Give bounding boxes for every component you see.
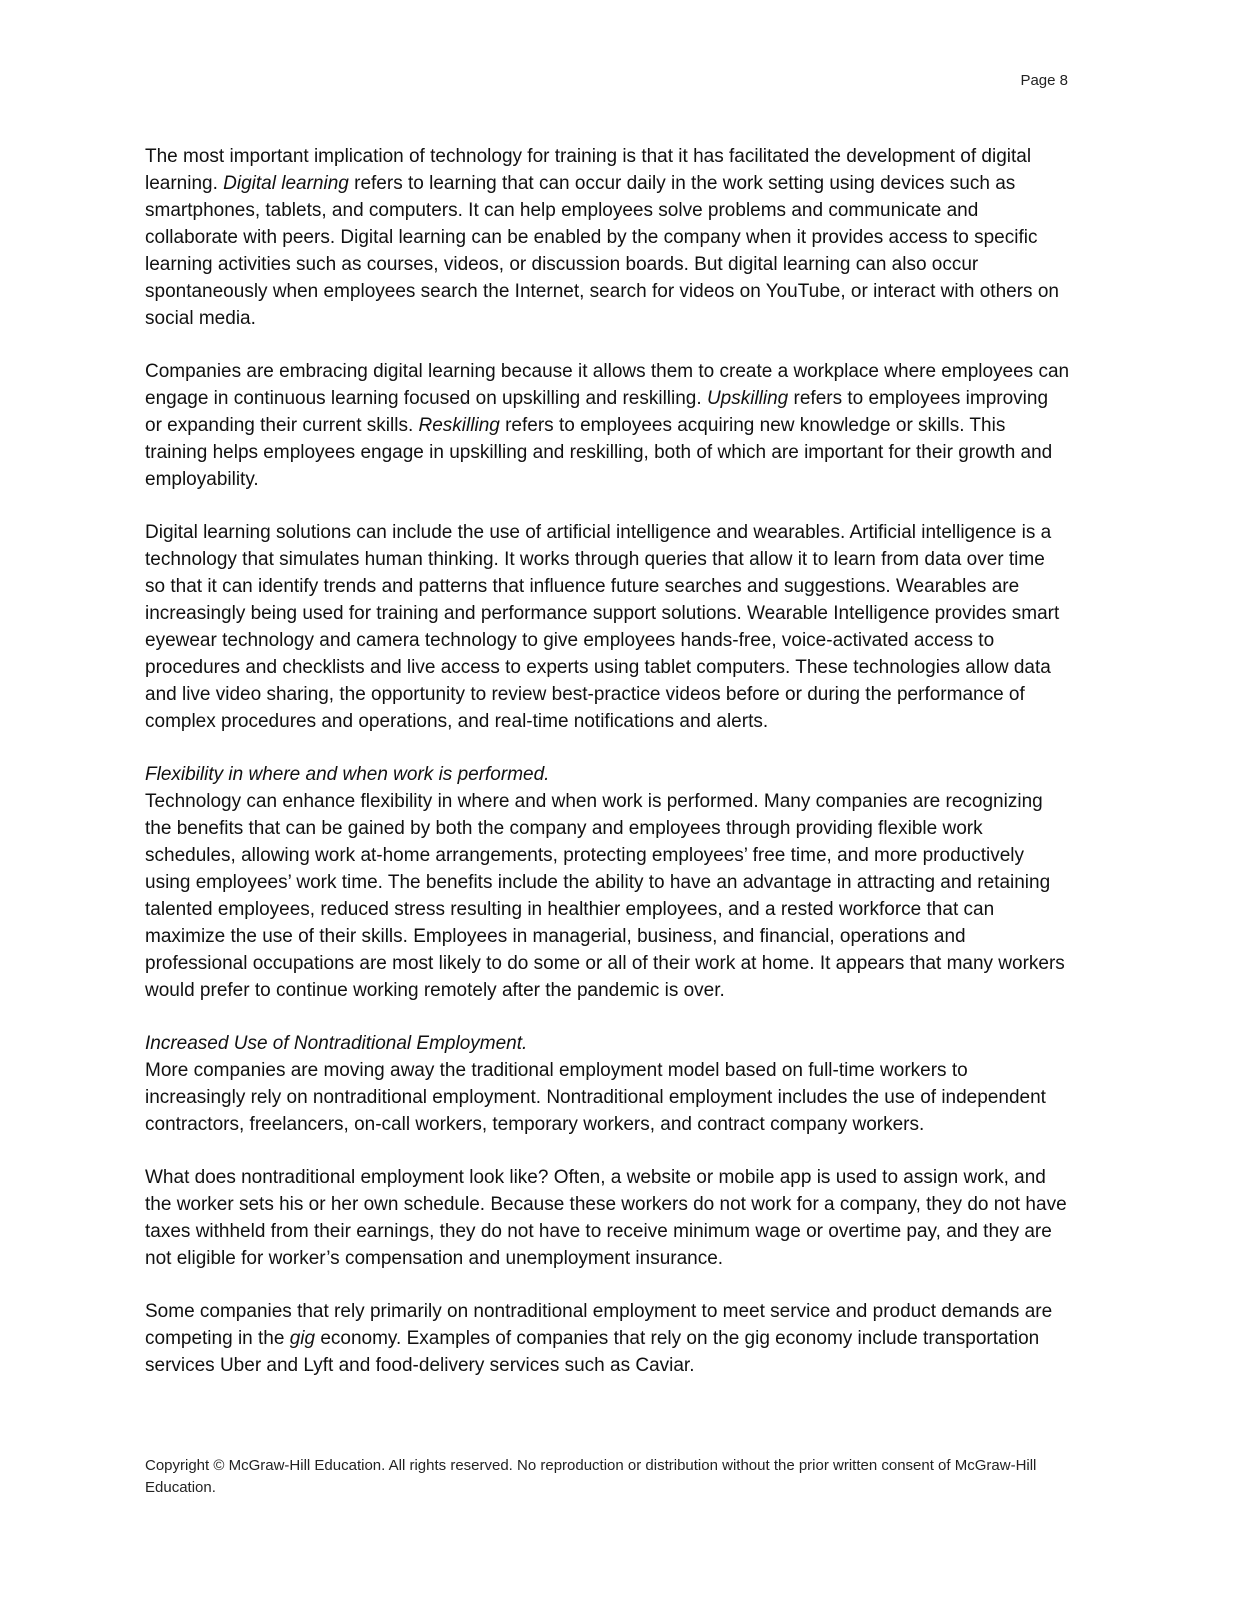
text-span: refers to employees acquiring new knowledge or skills. This training helps employees engage in upskilling and reskilling, both of which are important for their growth and employability. — [145, 415, 1053, 490]
text-span: refers to employees improving or expanding their current skills. — [145, 388, 1049, 436]
paragraph-flexibility: Technology can enhance flexibility in where and when work is performed. Many companies are recognizing the benefits that can be gained by both the company and employees through providing flexible work schedules, allowing work at-home arrangements, protecting employees’ free time, and more productively using employees’ work time. The benefits include the ability to have an advantage in attracting and retaining talented employees, reduced stress resulting in healthier employees, and a rested workforce that can maximize the use of their skills. Employees in managerial, business, and financial, operations and professional occupations are most likely to do some or all of their work at home. It appears that many workers would prefer to continue working remotely after the pandemic is over. — [145, 791, 1065, 1001]
text-span: economy. Examples of companies that rely on the gig economy include transportation services Uber and Lyft and food-delivery services such as Caviar. — [145, 1328, 1040, 1376]
text-span: Some companies that rely primarily on nontraditional employment to meet service and product demands are competing in the — [145, 1301, 1053, 1349]
section-heading-flexibility: Flexibility in where and when work is performed. — [145, 764, 550, 785]
document-body — [145, 143, 1070, 1379]
text-span: The most important implication of technology for training is that it has facilitated the development of digital learning. — [145, 146, 1032, 194]
term-upskilling: Upskilling — [706, 388, 789, 409]
paragraph-gig-economy — [145, 1298, 1070, 1379]
term-gig: gig — [289, 1328, 316, 1349]
term-reskilling: Reskilling — [418, 415, 500, 436]
paragraph-nontraditional-look: What does nontraditional employment look like? Often, a website or mobile app is used to assign work, and the worker sets his or her own schedule. Because these workers do not work for a company, they do not have taxes withheld from their earnings, they do not have to receive minimum wage or overtime pay, and they are not eligible for worker’s compensation and unemployment insurance. — [145, 1167, 1067, 1269]
paragraph-ai-wearables: Digital learning solutions can include the use of artificial intelligence and wearables. Artificial intelligence is a technology that simulates human thinking. It works through queries that allow it to learn from data over time so that it can identify trends and patterns that influence future searches and suggestions. Wearables are increasingly being used for training and performance support solutions. Wearable Intelligence provides smart eyewear technology and camera technology to give employees hands-free, voice-activated access to procedures and checklists and live access to experts using tablet computers. These technologies allow data and live video sharing, the opportunity to review best-practice videos before or during the performance of complex procedures and operations, and real-time notifications and alerts. — [145, 522, 1060, 732]
section-heading-nontraditional: Increased Use of Nontraditional Employment. — [145, 1033, 528, 1054]
copyright-footer: Copyright © McGraw-Hill Education. All rights reserved. No reproduction or distribution without the prior written consent of McGraw-Hill Education. — [145, 1457, 1037, 1496]
paragraph-digital-learning — [145, 143, 1070, 332]
paragraph-upskilling-reskilling — [145, 358, 1070, 493]
page-number: Page 8 — [1020, 72, 1068, 89]
text-span: Companies are embracing digital learning because it allows them to create a workplace where employees can engage in continuous learning focused on upskilling and reskilling. — [145, 361, 1070, 409]
term-digital-learning: Digital learning — [223, 173, 349, 194]
paragraph-nontraditional: More companies are moving away the traditional employment model based on full-time workers to increasingly rely on nontraditional employment. Nontraditional employment includes the use of independent contractors, freelancers, on-call workers, temporary workers, and contract company workers. — [145, 1060, 1046, 1135]
text-span: refers to learning that can occur daily in the work setting using devices such as smartphones, tablets, and computers. It can help employees solve problems and communicate and collaborate with peers. Digital learning can be enabled by the company when it provides access to specific learning activities such as courses, videos, or discussion boards. But digital learning can also occur spontaneously when employees search the Internet, search for videos on YouTube, or interact with others on social media. — [145, 173, 1059, 329]
